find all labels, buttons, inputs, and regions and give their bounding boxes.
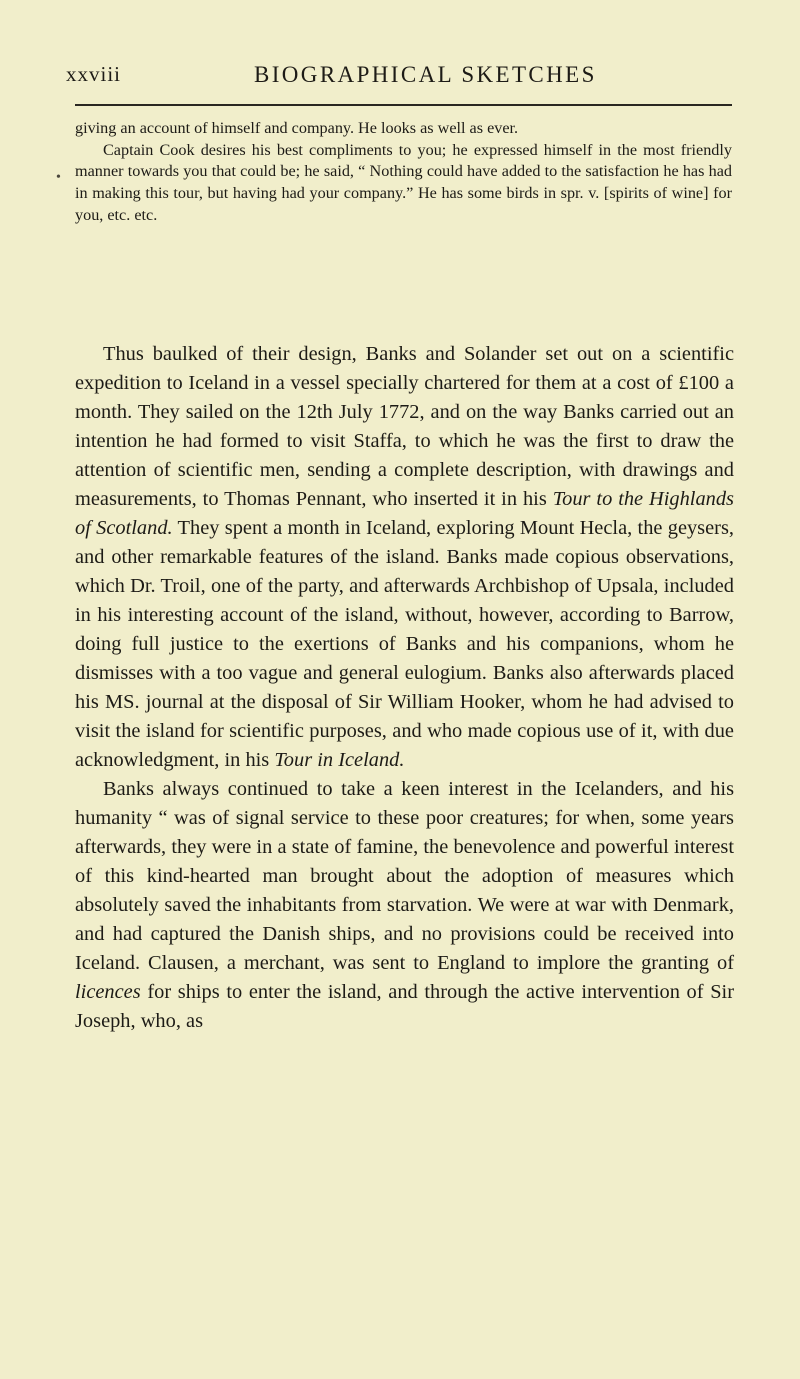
body-paragraph-2-part-a: Banks always continued to take a keen interest in the Icelanders, and his humanity “ was of signal service to these poor creatures; for when, some years afterwards, they were in a state of famine, the benevolence and powerful interest of this kind-hearted man brought about the adoption of measures which absolutely saved the inhabitants from starvation. We were at war with Denmark, and had captured the Danish ships, and no provisions could be received into Iceland. Clausen, a merchant, was sent to England to implore the granting of xyxy=(75,778,734,974)
book-title-tour-highlands: Tour to the Highlands of Scotland. xyxy=(75,488,734,539)
page-number: xxviii xyxy=(66,62,122,86)
body-text xyxy=(75,340,734,1036)
body-paragraph-2 xyxy=(75,775,734,1036)
italic-licences: licences xyxy=(75,981,141,1003)
body-paragraph-1 xyxy=(75,340,734,775)
margin-dot: • xyxy=(56,170,61,185)
header-rule xyxy=(75,104,732,106)
body-paragraph-2-part-b: for ships to enter the island, and through the active intervention of Sir Joseph, who, as xyxy=(75,981,734,1032)
running-title: BIOGRAPHICAL SKETCHES xyxy=(254,62,597,87)
body-paragraph-1-part-b: They spent a month in Iceland, exploring Mount Hecla, the geysers, and other remarkable features of the island. Banks made copious observations, which Dr. Troil, one of the party, and afterwards Archbishop of Upsala, included in his interesting account of the island, without, however, according to Barrow, doing full justice to the exertions of Banks and his companions, whom he dismisses with a too vague and general eulogium. Banks also afterwards placed his MS. journal at the disposal of Sir William Hooker, whom he had advised to visit the island for scientific purposes, and who made copious use of it, with due acknowledgment, in his xyxy=(75,517,734,771)
body-paragraph-1-part-a: Thus baulked of their design, Banks and Solander set out on a scientific expedition to Iceland in a vessel specially chartered for them at a cost of £100 a month. They sailed on the 12th July 1772, and on the way Banks carried out an intention he had formed to visit Staffa, to which he was the first to draw the attention of scientific men, sending a complete description, with drawings and measurements, to Thomas Pennant, who inserted it in his xyxy=(75,343,734,510)
letter-paragraph-2: Captain Cook desires his best compliments to you; he expressed himself in the most friendly manner towards you that could be; he said, “ Nothing could have added to the satisfaction he has had in making this tour, but having had your company.” He has some birds in spr. v. [spirits of wine] for you, etc. etc. xyxy=(75,140,732,224)
page-header xyxy=(66,62,734,98)
letter-paragraph-1: giving an account of himself and company. He looks as well as ever. xyxy=(75,119,519,137)
quoted-letter xyxy=(75,118,732,227)
book-title-tour-iceland: Tour in Iceland. xyxy=(274,749,405,771)
